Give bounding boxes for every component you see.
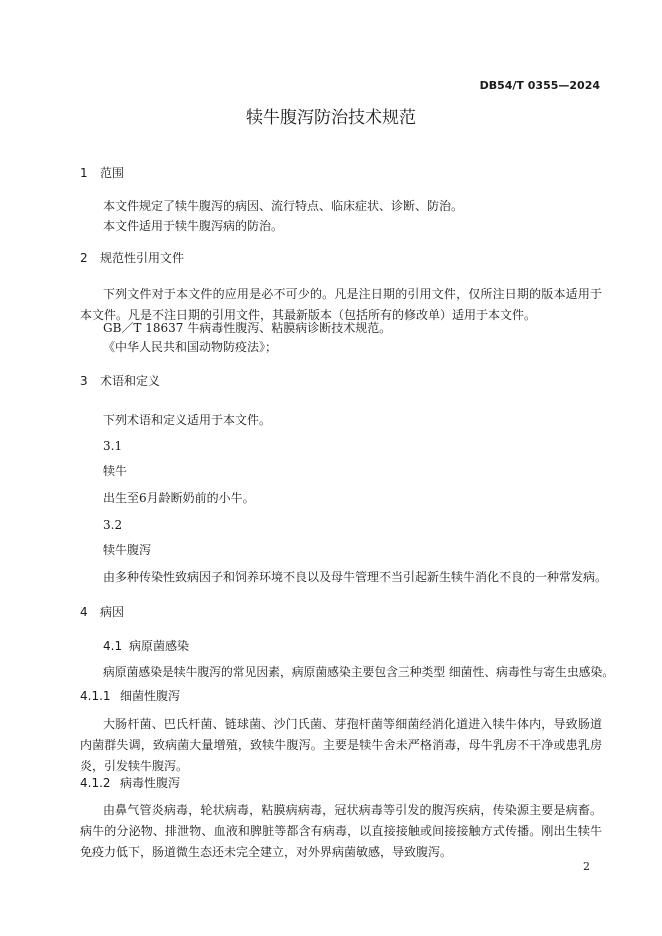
section-title: 术语和定义 (100, 374, 161, 388)
subsection-title: 病原菌感染 (129, 639, 190, 653)
page-title: 犊牛腹泻防治技术规范 (246, 108, 416, 128)
reference-item: 《中华人民共和国动物防疫法》； (103, 340, 278, 354)
term-definition: 出生至6月龄断奶前的小牛。 (103, 491, 255, 505)
term-name: 犊牛腹泻 (103, 543, 152, 557)
paragraph: 本文件规定了犊牛腹泻的病因、流行特点、临床症状、诊断、防治。 (103, 199, 464, 213)
section-number: 3 (80, 374, 88, 388)
section-1-heading (80, 163, 124, 183)
item-4-1-2-heading (80, 773, 180, 793)
item-4-1-1-heading (80, 686, 180, 706)
section-title: 病因 (100, 605, 125, 619)
paragraph: 病原菌感染是犊牛腹泻的常见因素，病原菌感染主要包含三种类型 细菌性、病毒性与寄生虫感染。 (103, 665, 615, 679)
section-4-heading (80, 602, 124, 622)
paragraph: 下列文件对于本文件的应用是必不可少的。凡是注日期的引用文件，仅所注日期的版本适用于本文件。凡是不注日期的引用文件，其最新版本（包括所有的修改单）适用于本文件。 (80, 287, 602, 322)
term-definition: 由多种传染性致病因子和饲养环境不良以及母牛管理不当引起新生犊牛消化不良的一种常发病。 (103, 570, 608, 584)
subsection-4-1-heading (103, 636, 189, 656)
reference-item: GB／T 18637 牛病毒性腹泻、粘膜病诊断技术规范。 (103, 321, 392, 335)
section-2-heading (80, 248, 184, 268)
item-number: 4.1.1 (80, 689, 111, 703)
item-title: 病毒性腹泻 (120, 776, 181, 790)
paragraph: 下列术语和定义适用于本文件。 (103, 413, 272, 427)
paragraph: 由鼻气管炎病毒，轮状病毒，粘膜病病毒，冠状病毒等引发的腹泻疾病，传染源主要是病畜。病牛的分泌物、排泄物、血液和脾脏等都含有病毒，以直接接触或间接接触方式传播。刚出生犊牛免疫力低下，肠道微生态还未完全建立，对外界病菌敏感，导致腹泻。 (80, 803, 602, 859)
section-number: 4 (80, 605, 88, 619)
item-number: 4.1.2 (80, 776, 111, 790)
section-3-heading (80, 371, 160, 391)
subsection-number: 4.1 (103, 639, 123, 653)
term-number: 3.2 (103, 518, 123, 532)
paragraph: 本文件适用于犊牛腹泻病的防治。 (103, 219, 284, 233)
page-number: 2 (583, 860, 590, 873)
document-code: DB54/T 0355—2024 (479, 79, 600, 92)
section-title: 规范性引用文件 (100, 251, 185, 265)
section-number: 2 (80, 251, 88, 265)
term-number: 3.1 (103, 439, 123, 453)
item-title: 细菌性腹泻 (120, 689, 181, 703)
paragraph: 大肠杆菌、巴氏杆菌、链球菌、沙门氏菌、芽孢杆菌等细菌经消化道进入犊牛体内，导致肠道内菌群失调，致病菌大量增殖，致犊牛腹泻。主要是犊牛舍未严格消毒，母牛乳房不干净或患乳房炎，引发犊牛腹泻。 (80, 717, 602, 773)
section-number: 1 (80, 166, 88, 180)
term-name: 犊牛 (103, 464, 128, 478)
section-title: 范围 (100, 166, 125, 180)
